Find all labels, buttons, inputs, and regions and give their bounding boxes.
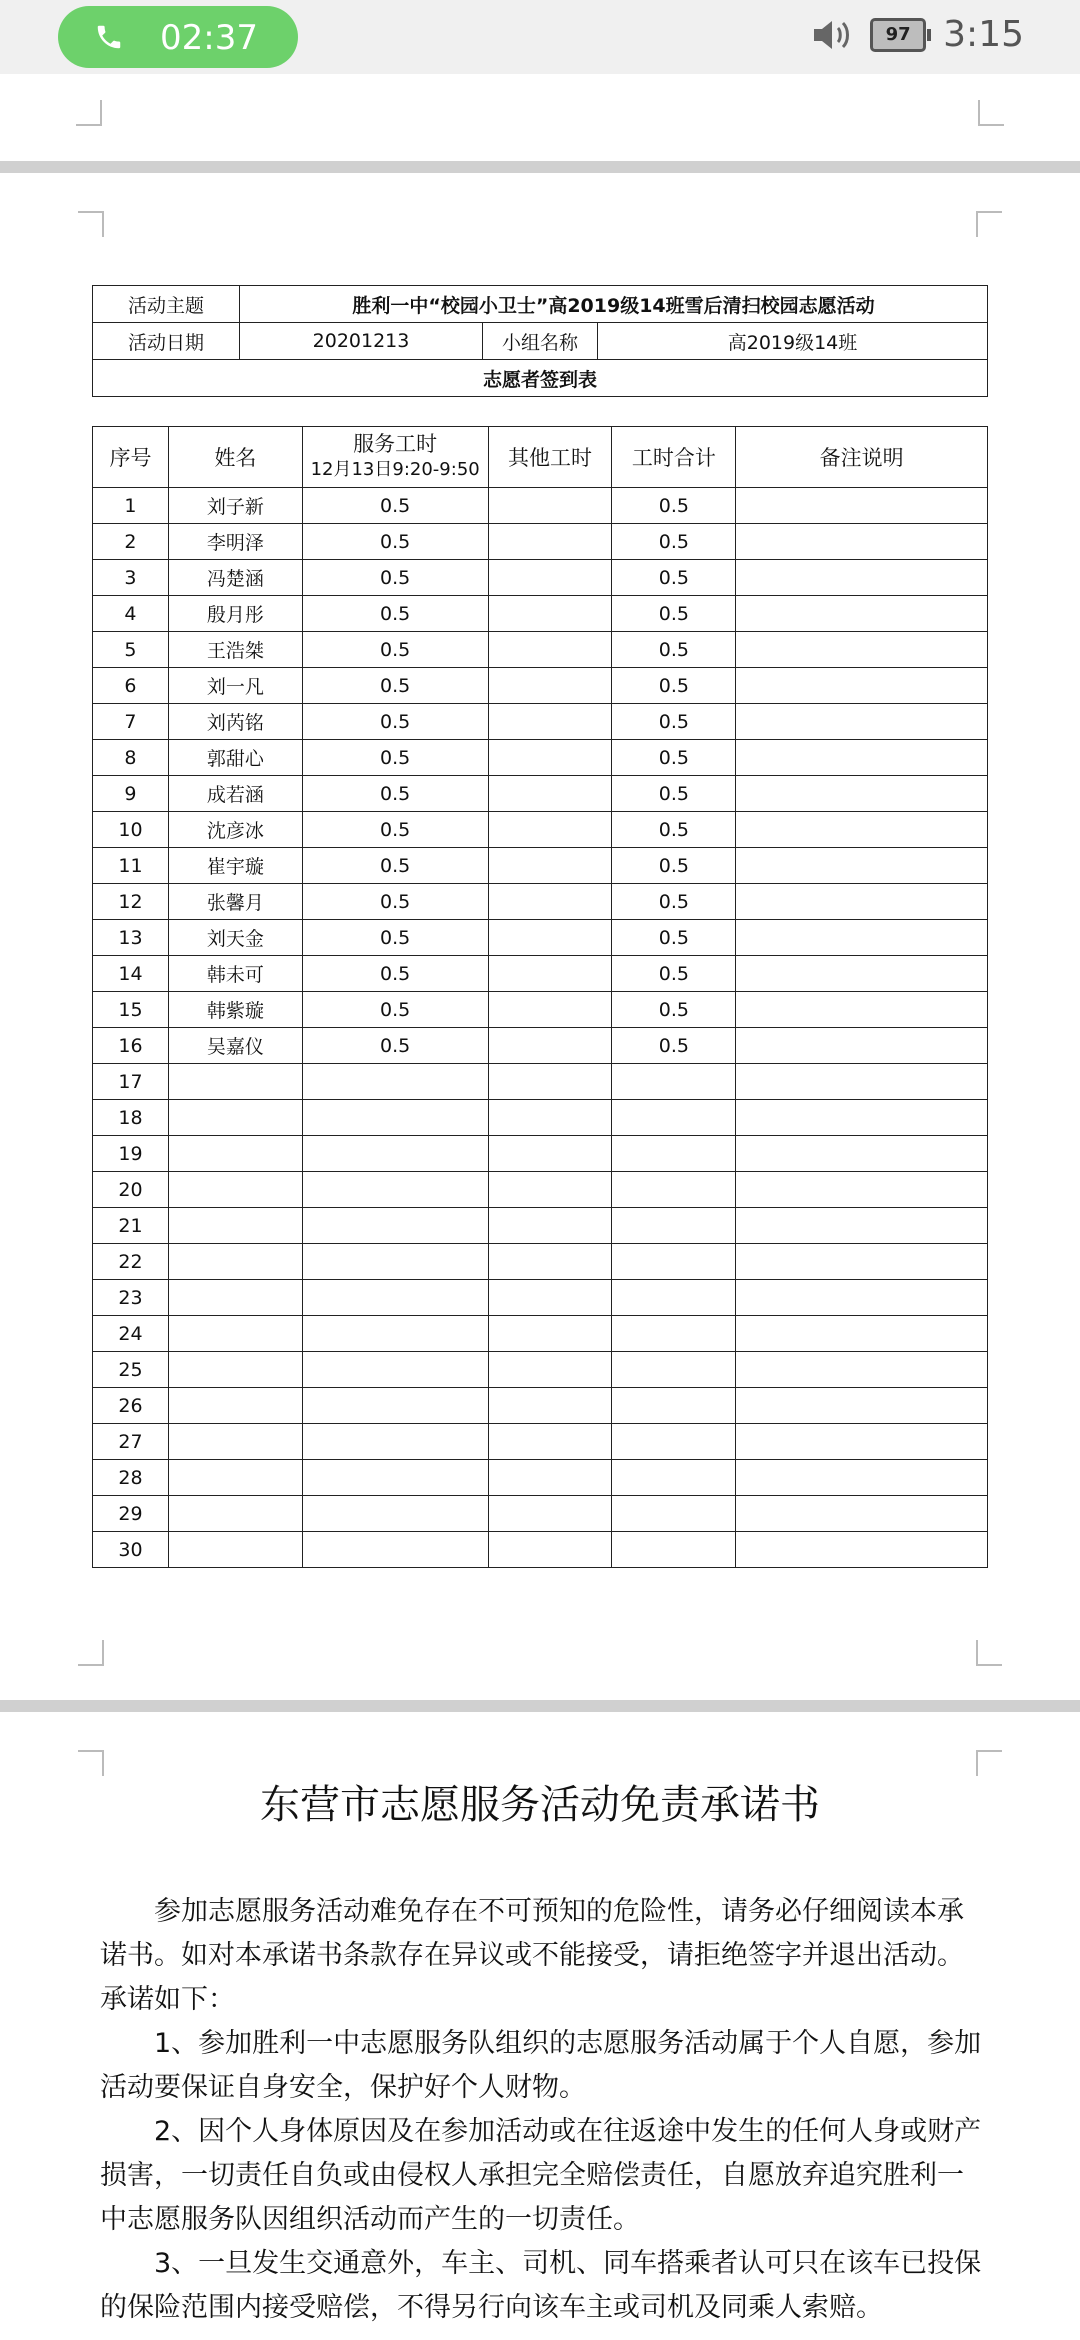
row-service-hours xyxy=(302,1244,488,1280)
row-name: 刘芮铭 xyxy=(168,704,302,740)
row-index: 18 xyxy=(93,1100,169,1136)
row-total-hours: 0.5 xyxy=(612,596,736,632)
table-row xyxy=(93,1424,988,1460)
doc-paragraph: 2、因个人身体原因及在参加活动或在往返途中发生的任何人身或财产损害，一切责任自负或由侵权人承担完全赔偿责任，自愿放弃追究胜利一中志愿服务队因组织活动而产生的一切责任。 xyxy=(100,2116,982,2235)
col-name-header: 姓名 xyxy=(168,427,302,488)
volume-icon xyxy=(810,17,856,53)
row-total-hours: 0.5 xyxy=(612,668,736,704)
row-index: 23 xyxy=(93,1280,169,1316)
table-row xyxy=(93,1388,988,1424)
page-corner-mark xyxy=(78,211,104,237)
service-time-label: 12月13日9:20-9:50 xyxy=(310,459,480,480)
row-other-hours xyxy=(488,1496,612,1532)
row-index: 21 xyxy=(93,1208,169,1244)
group-label: 小组名称 xyxy=(483,323,598,360)
row-total-hours: 0.5 xyxy=(612,920,736,956)
table-header-row xyxy=(93,427,988,488)
row-other-hours xyxy=(488,1172,612,1208)
row-name: 刘一凡 xyxy=(168,668,302,704)
table-row xyxy=(93,560,988,596)
col-total-header: 工时合计 xyxy=(612,427,736,488)
status-bar xyxy=(0,0,1080,74)
row-other-hours xyxy=(488,560,612,596)
row-index: 8 xyxy=(93,740,169,776)
battery-indicator xyxy=(870,18,931,52)
row-remarks xyxy=(736,1280,988,1316)
row-service-hours xyxy=(302,1172,488,1208)
row-other-hours xyxy=(488,704,612,740)
row-remarks xyxy=(736,1136,988,1172)
row-service-hours: 0.5 xyxy=(302,812,488,848)
row-total-hours xyxy=(612,1460,736,1496)
table-row xyxy=(93,596,988,632)
row-other-hours xyxy=(488,920,612,956)
row-index: 3 xyxy=(93,560,169,596)
row-name: 韩未可 xyxy=(168,956,302,992)
row-total-hours xyxy=(612,1280,736,1316)
row-name: 刘子新 xyxy=(168,488,302,524)
row-remarks xyxy=(736,1172,988,1208)
row-service-hours: 0.5 xyxy=(302,992,488,1028)
row-remarks xyxy=(736,1496,988,1532)
row-service-hours xyxy=(302,1064,488,1100)
activity-info-table xyxy=(92,285,988,397)
row-total-hours: 0.5 xyxy=(612,524,736,560)
row-service-hours: 0.5 xyxy=(302,776,488,812)
table-row xyxy=(93,1136,988,1172)
row-index: 26 xyxy=(93,1388,169,1424)
row-index: 7 xyxy=(93,704,169,740)
row-remarks xyxy=(736,1028,988,1064)
row-service-hours xyxy=(302,1100,488,1136)
row-total-hours xyxy=(612,1388,736,1424)
row-total-hours: 0.5 xyxy=(612,884,736,920)
row-total-hours: 0.5 xyxy=(612,632,736,668)
row-remarks xyxy=(736,1064,988,1100)
row-name: 郭甜心 xyxy=(168,740,302,776)
table-row xyxy=(93,1280,988,1316)
table-row xyxy=(93,524,988,560)
table-row xyxy=(93,1532,988,1568)
row-index: 17 xyxy=(93,1064,169,1100)
row-index: 25 xyxy=(93,1352,169,1388)
row-index: 5 xyxy=(93,632,169,668)
date-label: 活动日期 xyxy=(93,323,240,360)
table-row xyxy=(93,1316,988,1352)
row-remarks xyxy=(736,776,988,812)
table-row xyxy=(93,1064,988,1100)
row-index: 10 xyxy=(93,812,169,848)
doc-paragraph: 参加志愿服务活动难免存在不可预知的危险性，请务必仔细阅读本承诺书。如对本承诺书条款存在异议或不能接受，请拒绝签字并退出活动。 xyxy=(100,1896,964,1971)
row-service-hours xyxy=(302,1316,488,1352)
row-name: 吴嘉仪 xyxy=(168,1028,302,1064)
row-name xyxy=(168,1208,302,1244)
row-name: 韩紫璇 xyxy=(168,992,302,1028)
row-total-hours xyxy=(612,1244,736,1280)
row-service-hours xyxy=(302,1352,488,1388)
group-value: 高2019级14班 xyxy=(598,323,988,360)
row-remarks xyxy=(736,1100,988,1136)
row-other-hours xyxy=(488,1388,612,1424)
signin-title: 志愿者签到表 xyxy=(93,360,988,397)
row-name xyxy=(168,1172,302,1208)
document-title: 东营市志愿服务活动免责承诺书 xyxy=(260,1782,820,1828)
col-remarks-header: 备注说明 xyxy=(736,427,988,488)
row-total-hours: 0.5 xyxy=(612,560,736,596)
table-row xyxy=(93,704,988,740)
row-other-hours xyxy=(488,884,612,920)
row-name: 冯楚涵 xyxy=(168,560,302,596)
row-name xyxy=(168,1244,302,1280)
phone-icon xyxy=(94,22,124,52)
row-service-hours xyxy=(302,1532,488,1568)
row-service-hours xyxy=(302,1280,488,1316)
row-remarks xyxy=(736,1424,988,1460)
row-index: 24 xyxy=(93,1316,169,1352)
table-row xyxy=(93,1172,988,1208)
row-index: 4 xyxy=(93,596,169,632)
row-index: 16 xyxy=(93,1028,169,1064)
row-other-hours xyxy=(488,1316,612,1352)
row-service-hours: 0.5 xyxy=(302,704,488,740)
row-other-hours xyxy=(488,776,612,812)
service-hours-label: 服务工时 xyxy=(353,432,438,456)
row-other-hours xyxy=(488,1352,612,1388)
row-total-hours: 0.5 xyxy=(612,812,736,848)
row-remarks xyxy=(736,704,988,740)
table-row xyxy=(93,776,988,812)
row-other-hours xyxy=(488,524,612,560)
row-total-hours xyxy=(612,1496,736,1532)
row-remarks xyxy=(736,740,988,776)
row-remarks xyxy=(736,884,988,920)
row-index: 29 xyxy=(93,1496,169,1532)
row-name: 殷月彤 xyxy=(168,596,302,632)
table-row xyxy=(93,956,988,992)
row-remarks xyxy=(736,1388,988,1424)
row-name: 沈彦冰 xyxy=(168,812,302,848)
row-index: 13 xyxy=(93,920,169,956)
table-row xyxy=(93,1208,988,1244)
row-service-hours xyxy=(302,1136,488,1172)
row-total-hours: 0.5 xyxy=(612,704,736,740)
row-name xyxy=(168,1532,302,1568)
row-index: 19 xyxy=(93,1136,169,1172)
ongoing-call-pill[interactable] xyxy=(58,6,298,68)
row-index: 1 xyxy=(93,488,169,524)
table-row xyxy=(93,1460,988,1496)
row-other-hours xyxy=(488,1424,612,1460)
row-name xyxy=(168,1064,302,1100)
row-remarks xyxy=(736,1244,988,1280)
row-remarks xyxy=(736,668,988,704)
row-remarks xyxy=(736,920,988,956)
row-index: 12 xyxy=(93,884,169,920)
row-remarks xyxy=(736,956,988,992)
row-name: 王浩桀 xyxy=(168,632,302,668)
row-name xyxy=(168,1460,302,1496)
table-row xyxy=(93,1244,988,1280)
row-service-hours xyxy=(302,1496,488,1532)
row-index: 11 xyxy=(93,848,169,884)
row-other-hours xyxy=(488,1244,612,1280)
row-total-hours: 0.5 xyxy=(612,1028,736,1064)
row-index: 27 xyxy=(93,1424,169,1460)
battery-level: 97 xyxy=(885,24,911,45)
table-row xyxy=(93,488,988,524)
row-other-hours xyxy=(488,596,612,632)
row-name xyxy=(168,1280,302,1316)
table-row xyxy=(93,740,988,776)
row-remarks xyxy=(736,1532,988,1568)
row-total-hours: 0.5 xyxy=(612,956,736,992)
row-name: 崔宇璇 xyxy=(168,848,302,884)
row-other-hours xyxy=(488,1028,612,1064)
page-corner-mark xyxy=(976,211,1002,237)
row-service-hours: 0.5 xyxy=(302,560,488,596)
row-service-hours: 0.5 xyxy=(302,632,488,668)
row-index: 9 xyxy=(93,776,169,812)
row-other-hours xyxy=(488,632,612,668)
table-row xyxy=(93,1028,988,1064)
row-service-hours: 0.5 xyxy=(302,488,488,524)
row-service-hours: 0.5 xyxy=(302,848,488,884)
doc-paragraph: 3、一旦发生交通意外，车主、司机、同车搭乘者认可只在该车已投保的保险范围内接受赔偿，不得另行向该车主或司机及同乘人索赔。 xyxy=(100,2248,982,2323)
row-name xyxy=(168,1136,302,1172)
row-name: 成若涵 xyxy=(168,776,302,812)
row-other-hours xyxy=(488,956,612,992)
table-row xyxy=(93,884,988,920)
row-other-hours xyxy=(488,740,612,776)
col-index-header: 序号 xyxy=(93,427,169,488)
row-service-hours: 0.5 xyxy=(302,524,488,560)
table-row xyxy=(93,812,988,848)
row-other-hours xyxy=(488,1532,612,1568)
table-row xyxy=(93,668,988,704)
row-name xyxy=(168,1388,302,1424)
doc-paragraph: 1、参加胜利一中志愿服务队组织的志愿服务活动属于个人自愿，参加活动要保证自身安全，保护好个人财物。 xyxy=(100,2028,982,2103)
table-row xyxy=(93,1352,988,1388)
row-remarks xyxy=(736,812,988,848)
row-remarks xyxy=(736,524,988,560)
page-corner-mark xyxy=(78,1640,104,1666)
row-index: 28 xyxy=(93,1460,169,1496)
row-name xyxy=(168,1352,302,1388)
row-service-hours: 0.5 xyxy=(302,1028,488,1064)
row-total-hours xyxy=(612,1208,736,1244)
row-name: 张馨月 xyxy=(168,884,302,920)
row-total-hours xyxy=(612,1172,736,1208)
volunteer-signin-table xyxy=(92,426,988,1568)
row-other-hours xyxy=(488,1064,612,1100)
row-name xyxy=(168,1100,302,1136)
col-other-header: 其他工时 xyxy=(488,427,612,488)
row-total-hours: 0.5 xyxy=(612,740,736,776)
clock: 3:15 xyxy=(943,14,1024,55)
row-other-hours xyxy=(488,1136,612,1172)
date-value: 20201213 xyxy=(240,323,483,360)
row-index: 14 xyxy=(93,956,169,992)
page-separator xyxy=(0,161,1080,173)
row-other-hours xyxy=(488,1460,612,1496)
row-remarks xyxy=(736,1460,988,1496)
row-total-hours xyxy=(612,1424,736,1460)
row-total-hours xyxy=(612,1532,736,1568)
row-total-hours xyxy=(612,1100,736,1136)
row-service-hours xyxy=(302,1460,488,1496)
row-total-hours xyxy=(612,1064,736,1100)
row-name xyxy=(168,1316,302,1352)
row-service-hours xyxy=(302,1424,488,1460)
row-name: 刘天金 xyxy=(168,920,302,956)
table-row xyxy=(93,920,988,956)
row-other-hours xyxy=(488,1280,612,1316)
row-name xyxy=(168,1496,302,1532)
row-remarks xyxy=(736,560,988,596)
row-index: 2 xyxy=(93,524,169,560)
col-service-header xyxy=(302,427,488,488)
row-service-hours xyxy=(302,1388,488,1424)
row-total-hours: 0.5 xyxy=(612,992,736,1028)
row-other-hours xyxy=(488,488,612,524)
row-remarks xyxy=(736,488,988,524)
row-total-hours: 0.5 xyxy=(612,488,736,524)
row-other-hours xyxy=(488,812,612,848)
row-service-hours: 0.5 xyxy=(302,596,488,632)
page-separator xyxy=(0,1700,1080,1712)
row-other-hours xyxy=(488,1208,612,1244)
row-remarks xyxy=(736,848,988,884)
call-duration: 02:37 xyxy=(160,18,258,58)
row-total-hours: 0.5 xyxy=(612,776,736,812)
row-total-hours xyxy=(612,1352,736,1388)
row-other-hours xyxy=(488,992,612,1028)
row-other-hours xyxy=(488,668,612,704)
row-index: 20 xyxy=(93,1172,169,1208)
row-other-hours xyxy=(488,1100,612,1136)
row-index: 22 xyxy=(93,1244,169,1280)
row-remarks xyxy=(736,992,988,1028)
row-service-hours: 0.5 xyxy=(302,668,488,704)
row-index: 30 xyxy=(93,1532,169,1568)
row-remarks xyxy=(736,1208,988,1244)
row-service-hours: 0.5 xyxy=(302,884,488,920)
row-name: 李明泽 xyxy=(168,524,302,560)
row-service-hours: 0.5 xyxy=(302,740,488,776)
row-remarks xyxy=(736,632,988,668)
row-total-hours: 0.5 xyxy=(612,848,736,884)
row-index: 15 xyxy=(93,992,169,1028)
page-corner-mark xyxy=(978,100,1004,126)
page-corner-mark xyxy=(76,100,102,126)
row-total-hours xyxy=(612,1136,736,1172)
theme-label: 活动主题 xyxy=(93,286,240,323)
page-corner-mark xyxy=(976,1640,1002,1666)
row-index: 6 xyxy=(93,668,169,704)
row-total-hours xyxy=(612,1316,736,1352)
table-row xyxy=(93,1496,988,1532)
doc-paragraph: 承诺如下： xyxy=(100,1984,235,2015)
table-row xyxy=(93,848,988,884)
table-row xyxy=(93,992,988,1028)
row-other-hours xyxy=(488,848,612,884)
row-name xyxy=(168,1424,302,1460)
table-row xyxy=(93,1100,988,1136)
table-row xyxy=(93,632,988,668)
theme-value: 胜利一中“校园小卫士”高2019级14班雪后清扫校园志愿活动 xyxy=(240,286,988,323)
row-service-hours xyxy=(302,1208,488,1244)
row-service-hours: 0.5 xyxy=(302,920,488,956)
row-remarks xyxy=(736,1352,988,1388)
row-remarks xyxy=(736,1316,988,1352)
row-remarks xyxy=(736,596,988,632)
row-service-hours: 0.5 xyxy=(302,956,488,992)
